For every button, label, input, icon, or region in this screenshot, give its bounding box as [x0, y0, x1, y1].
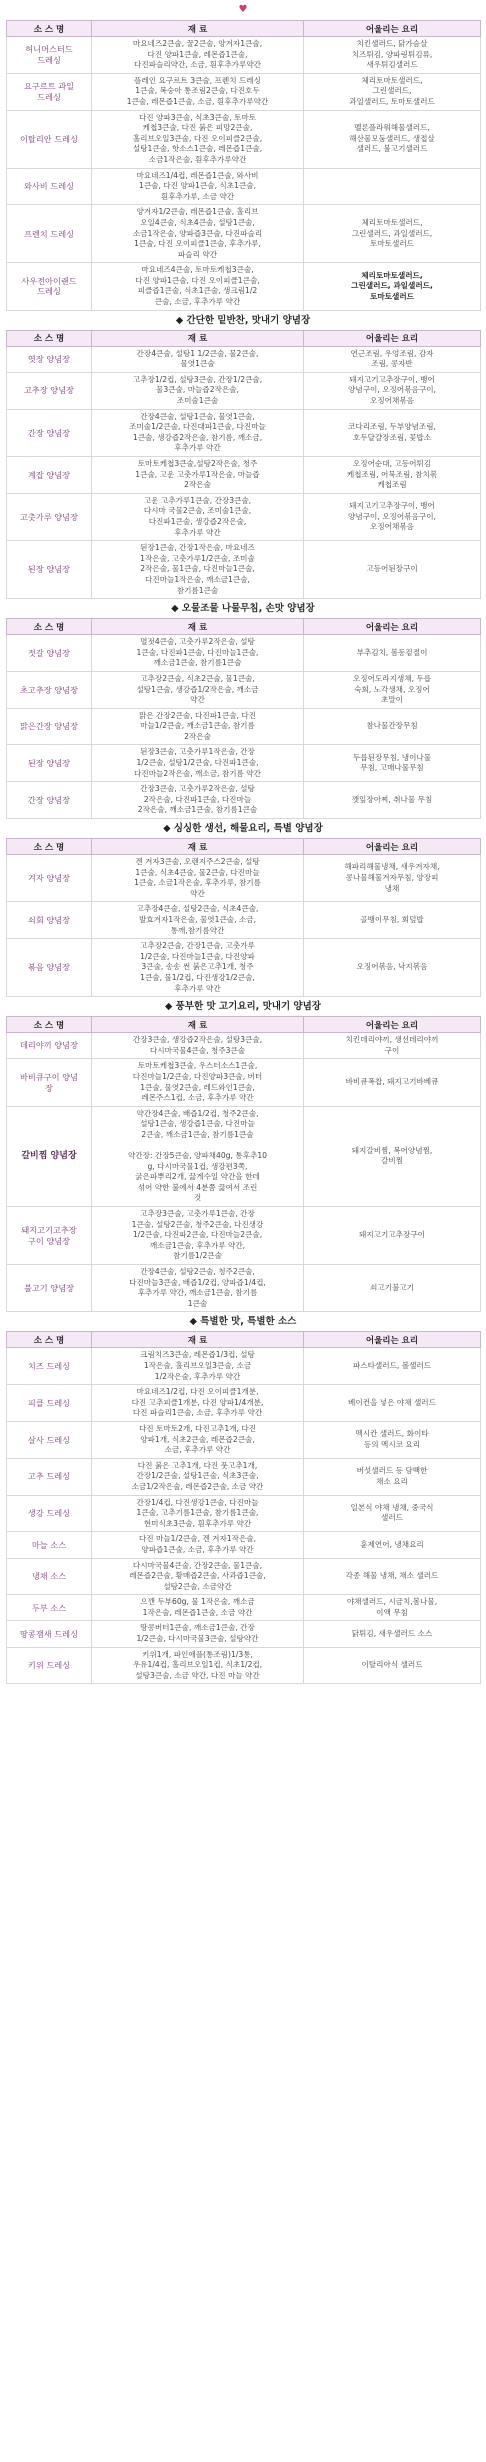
table-row — [7, 1059, 481, 1106]
header-dishes: 어울리는 요리 — [304, 619, 481, 635]
table-row — [7, 263, 481, 310]
ingredients-cell: 양겨자1/2큰술, 레몬즙1큰술, 홀리브 오일4큰술, 식초4큰술, 설탕1큰술, 소금1작은술, 양파즙3큰술, 다진파슬리 1큰술, 다진 오이피클1큰술, 후추가루, 파슬리 약간 — [92, 205, 304, 263]
ingredients-cell: 다진 토마토2개, 다진고추1개, 다진 양파1개, 식초2큰술, 레몬즙2큰술, 소금, 후추가루 약간 — [92, 1421, 304, 1458]
sauce-name: 살사 드레싱 — [7, 1421, 92, 1458]
header-ingredients: 재 료 — [92, 330, 304, 346]
table-header-row — [7, 21, 481, 37]
ingredients-cell: 마요네즈2큰술, 꿀2큰술, 양겨자1큰술, 다진 양파1큰술, 레몬즙1큰술, 다진파슬리약간, 소금, 흰후추가루약간 — [92, 37, 304, 74]
table-header-row — [7, 1332, 481, 1348]
sauce-name: 간장 양념장 — [7, 409, 92, 456]
header-ingredients: 재 료 — [92, 619, 304, 635]
table-row — [7, 346, 481, 372]
dishes-cell: 이탈리아식 샐러드 — [304, 1647, 481, 1684]
table-row — [7, 372, 481, 409]
sauce-name: 젓갈 양념장 — [7, 635, 92, 672]
table-header-row — [7, 330, 481, 346]
table-row — [7, 168, 481, 205]
sauce-name: 바비큐구이 양념 장 — [7, 1059, 92, 1106]
dishes-cell: 야채샐러드, 시금치,봄나물, 이액 무침 — [304, 1595, 481, 1621]
header-sauce-name: 소 스 명 — [7, 330, 92, 346]
sauce-name: 요구르트 과일 드레싱 — [7, 73, 92, 110]
ingredients-cell: 간장4큰술, 설탕2큰술, 청주2큰술, 다진마늘3큰술, 배즙1/2컵, 양파즙1/4컵, 후추가루 약간, 깨소금1큰술, 참기름 1큰술 — [92, 1265, 304, 1312]
ingredients-cell: 크림치즈3큰술, 레몬즙1/3컵, 설탕 1작은술, 홀리브오일3큰술, 소금 1/2작은술, 후추가루 약간 — [92, 1348, 304, 1385]
dishes-cell: 돼지고기고추장구이 — [304, 1207, 481, 1265]
dishes-cell: 골뱅이무침, 회덮밥 — [304, 902, 481, 939]
sauce-name: 피클 드레싱 — [7, 1385, 92, 1422]
ingredients-cell: 마요네즈4큰술, 토마토케첩3큰술, 다진 양파1큰술, 다진 오이피클1큰술, 피클즙1큰술, 식초1큰술, 생크림1/2 큰술, 소금, 후추가루 약간 — [92, 263, 304, 310]
dishes-cell: 두릅된장무침, 냉이나물 무침, 고매나물무침 — [304, 745, 481, 782]
sauce-table — [6, 330, 481, 599]
sauce-name: 마늘 소스 — [7, 1532, 92, 1558]
sauce-name: 간장 양념장 — [7, 782, 92, 819]
sauce-name: 이탈리안 드레싱 — [7, 110, 92, 168]
sauce-name: 엿장 양념장 — [7, 346, 92, 372]
sauce-name: 갈비찜 양념장 — [7, 1106, 92, 1206]
table-row — [7, 110, 481, 168]
ingredients-cell: 고운 고추가루1큰술, 간장3큰술, 다시마 국물2큰술, 조미술1큰술, 다진파1큰술, 생강즙2작은술, 후추가루 약간 — [92, 493, 304, 540]
ingredients-cell: 된장3큰술, 고춧가루1작은술, 간장 1/2큰술, 설탕1/2큰술, 다진파1큰술, 다진마늘2작은술, 깨소금, 참기름 약간 — [92, 745, 304, 782]
table-row — [7, 671, 481, 708]
dishes-cell: 체리토마토샐러드, 그린샐러드, 과일샐러드, 토마토샐러드 — [304, 205, 481, 263]
section-title: ◆ 간단한 밑반찬, 맛내기 양념장 — [175, 314, 311, 326]
ingredients-cell: 간장4큰술, 설탕1 1/2큰술, 물2큰술, 물엿1큰술 — [92, 346, 304, 372]
table-row — [7, 1033, 481, 1059]
table-row — [7, 902, 481, 939]
dishes-cell: 치킨샐러드, 닭가슴살 치즈튀김, 양파링튀김류, 새우튀김샐러드 — [304, 37, 481, 74]
header-sauce-name: 소 스 명 — [7, 839, 92, 855]
dishes-cell: 치킨데리야끼, 생선데리야끼 구이 — [304, 1033, 481, 1059]
sauce-name: 데리야끼 양념장 — [7, 1033, 92, 1059]
dishes-cell — [304, 168, 481, 205]
dishes-cell: 해파리해물냉채, 새우겨자채, 콩나물해물겨자무침, 양장피 냉채 — [304, 855, 481, 902]
table-header-row — [7, 619, 481, 635]
header-dishes: 어울리는 요리 — [304, 330, 481, 346]
ingredients-cell: 다진 붉은 고추1개, 다진 풋고추1개, 간장1/2큰술, 설탕1큰술, 식초3큰술, 소금1/2작은술, 레몬즙2큰술, 소금 약간 — [92, 1458, 304, 1495]
header-ingredients: 재 료 — [92, 1332, 304, 1348]
sauce-name: 두부 소스 — [7, 1595, 92, 1621]
sauce-name: 냉채 소스 — [7, 1558, 92, 1595]
sauce-name: 고추 드레싱 — [7, 1458, 92, 1495]
dishes-cell: 쇠고기불고기 — [304, 1265, 481, 1312]
table-row — [7, 1495, 481, 1532]
header-ingredients: 재 료 — [92, 839, 304, 855]
dishes-cell: 연근조림, 우엉조림, 감자 조림, 콩자반 — [304, 346, 481, 372]
table-row — [7, 855, 481, 902]
ingredients-cell: 다진 마늘1/2큰술, 겐 겨자1작은술, 양파즙1큰술, 소금, 후추가루 약간 — [92, 1532, 304, 1558]
header-dishes: 어울리는 요리 — [304, 839, 481, 855]
sauce-name: 와사비 드레싱 — [7, 168, 92, 205]
sauce-sections — [6, 20, 480, 1684]
dishes-cell: 바비큐폭찹, 돼지고기바베큐 — [304, 1059, 481, 1106]
ingredients-cell: 맑은 간장2큰술, 다진파1큰술, 다진 마늘1/2큰술, 깨소금1큰술, 참기름 2작은술 — [92, 708, 304, 745]
dishes-cell: 각종 해물 냉채, 채소 샐러드 — [304, 1558, 481, 1595]
table-row — [7, 939, 481, 997]
header-ingredients: 재 료 — [92, 1017, 304, 1033]
ingredients-cell: 으깬 두부60g, 물 1작은술, 깨소금 1작은술, 레몬즙1큰술, 소금 약간 — [92, 1595, 304, 1621]
sauce-table — [6, 618, 481, 819]
table-row — [7, 1106, 481, 1206]
table-row — [7, 1647, 481, 1684]
ingredients-cell: 약간장4큰술, 배즙1/2컵, 청주2큰술, 설탕1큰술, 생강즙1큰술, 다진마늘 2큰술, 깨소금1큰술, 참기름1큰술 약간장: 간장5큰술, 양파채40g, 통후추10 g, 다시마국물1컵, 생강편3쪽, 굵은파뿌리2개, 끓게수일 약간을 한데 섞어 약한 불에서 4분쯤 끓여서 조린 것 — [92, 1106, 304, 1206]
ingredients-cell: 다시마국물4큰술, 간장2큰술, 물1큰술, 레몬즙2큰술, 황매즙2큰술, 사과즙1큰술, 설탕2큰술, 소금약간 — [92, 1558, 304, 1595]
header-sauce-name: 소 스 명 — [7, 619, 92, 635]
table-row — [7, 1385, 481, 1422]
ingredients-cell: 고추장3큰술, 고춧가루1큰술, 간장 1큰술, 설탕2큰술, 청주2큰술, 다진생강 1/2큰술, 다진파2큰술, 다진마늘2큰술, 깨소금1큰술, 후추가루 약간, 참기름1/2큰술 — [92, 1207, 304, 1265]
sauce-name: 겨자 양념장 — [7, 855, 92, 902]
ingredients-cell: 다진 양파3큰술, 식초3큰술, 토마토 케첩3큰술, 다진 붉은 피망2큰술, 홀리브오일3큰술, 다진 오이피클2큰술, 설탕1큰술, 핫소스1큰술, 레몬즙1큰술, 소금1작은술, 흰후추가루약간 — [92, 110, 304, 168]
dishes-cell: 버섯샐러드 등 담백한 채소 요리 — [304, 1458, 481, 1495]
sauce-name: 고춧가루 양념장 — [7, 493, 92, 540]
table-row — [7, 1348, 481, 1385]
table-header-row — [7, 1017, 481, 1033]
sauce-name: 땅콩잼새 드레싱 — [7, 1621, 92, 1647]
dishes-cell: 닭튀김, 새우샐러드 소스 — [304, 1621, 481, 1647]
sauce-name: 초고추장 양념장 — [7, 671, 92, 708]
section-title: ◆ 특별한 맛, 특별한 소스 — [189, 1316, 297, 1328]
dishes-cell: 체리토마토샐러드, 그린샐러드, 과일샐러드, 토마토샐러드 — [304, 73, 481, 110]
ingredients-cell: 마요네즈1/4컵, 레몬즙1큰술, 와사비 1큰술, 다진 양파1큰술, 식초1큰술, 흰후추가루, 소금 약간 — [92, 168, 304, 205]
ingredients-cell: 플레인 요구르트 3큰술, 프렌치 드레싱 1큰술, 복숭아 통조림2큰술, 다진호두 1큰술, 레몬즙1큰술, 소금, 흰후추가루약간 — [92, 73, 304, 110]
table-row — [7, 708, 481, 745]
sauce-name: 볶음 양념장 — [7, 939, 92, 997]
dishes-cell: 오징어순대, 고등어튀김 케첩조림, 어묵조림, 참치볶 케첩조림 — [304, 457, 481, 494]
dishes-cell: 멕시칸 샐러드, 화이타 등의 멕시코 요리 — [304, 1421, 481, 1458]
ingredients-cell: 고추장2큰술, 간장1큰술, 고춧가루 1/2큰술, 다진마늘1큰술, 다진양파 3큰술, 송송 썬 붉은고추1개, 청주 1큰술, 물1/2컵, 다진생강1/2큰술, 후추가루 약간 — [92, 939, 304, 997]
table-row — [7, 409, 481, 456]
table-row — [7, 1532, 481, 1558]
sauce-name: 프렌치 드레싱 — [7, 205, 92, 263]
sauce-name: 된장 양념장 — [7, 541, 92, 599]
sauce-table — [6, 838, 481, 997]
sauce-name: 불고기 양념장 — [7, 1265, 92, 1312]
dishes-cell: 코다리조림, 두부양념조림, 호두달걀장조림, 꽃밥소 — [304, 409, 481, 456]
sauce-name: 키위 드레싱 — [7, 1647, 92, 1684]
table-row — [7, 541, 481, 599]
table-row — [7, 1621, 481, 1647]
header-dishes: 어울리는 요리 — [304, 21, 481, 37]
table-row — [7, 745, 481, 782]
table-row — [7, 205, 481, 263]
dishes-cell: 베이컨을 넣은 야채 샐러드 — [304, 1385, 481, 1422]
header-sauce-name: 소 스 명 — [7, 1017, 92, 1033]
sauce-name: 계잡 양념장 — [7, 457, 92, 494]
sauce-name: 생강 드레싱 — [7, 1495, 92, 1532]
sauce-table — [6, 1016, 481, 1312]
sauce-table — [6, 1331, 481, 1684]
dishes-cell: 참나물간장무침 — [304, 708, 481, 745]
section-title: ◆ 오물조물 나물무침, 손맛 양념장 — [171, 603, 315, 615]
header-dishes: 어울리는 요리 — [304, 1017, 481, 1033]
table-row — [7, 782, 481, 819]
dishes-cell: 훈제연어, 냉채요리 — [304, 1532, 481, 1558]
ingredients-cell: 고추장2큰술, 식초2큰술, 물1큰술, 설탕1큰술, 생강즙1/2작은술, 깨소금 약간 — [92, 671, 304, 708]
dishes-cell: 부추김치, 봄동겉절이 — [304, 635, 481, 672]
ingredients-cell: 고추장4큰술, 설탕2큰술, 식초4큰술, 발효겨자1작은술, 물엿1큰술, 소금, 통깨,참기름약간 — [92, 902, 304, 939]
sauce-name: 사우전아이랜드 드레싱 — [7, 263, 92, 310]
sauce-name: 맑은간장 양념장 — [7, 708, 92, 745]
table-row — [7, 1207, 481, 1265]
ingredients-cell: 토마토케첩3큰술,설탕2작은술, 청주 1큰술, 고운 고춧가루1작은술, 마늘즙 2작은술 — [92, 457, 304, 494]
section-title: ◆ 풍부한 맛 고기요리, 맛내기 양념장 — [165, 1001, 321, 1013]
table-row — [7, 1458, 481, 1495]
dishes-cell: 오징어볶음, 낙지볶음 — [304, 939, 481, 997]
table-row — [7, 1595, 481, 1621]
sauce-table — [6, 20, 481, 311]
sauce-name: 된장 양념장 — [7, 745, 92, 782]
dishes-cell: 오징어도라지생채, 두릅 숙회, 노각생채, 오징어 초말이 — [304, 671, 481, 708]
dishes-cell: 고등어된장구이 — [304, 541, 481, 599]
dishes-cell: 돼지갈비찜, 복어양념찜, 갈비찜 — [304, 1106, 481, 1206]
ingredients-cell: 된장1큰술, 간장1작은술, 마요네즈 1작은술, 고춧가루1/2큰술, 조미술 2작은술, 물1큰술, 다진마늘1큰술, 다진마늘1작은술, 깨소금1큰술, 참기름1큰술 — [92, 541, 304, 599]
table-header-row — [7, 839, 481, 855]
dishes-cell: 깻잎장아찌, 취나물 무침 — [304, 782, 481, 819]
sauce-name: 허니머스터드 드레싱 — [7, 37, 92, 74]
sauce-name: 쇠회 양념장 — [7, 902, 92, 939]
ingredients-cell: 멸젓4큰술, 고춧가루2작은술, 설탕 1큰술, 다진파1큰술, 다진마늘1큰술, 깨소금1큰술, 참기름1큰술 — [92, 635, 304, 672]
dishes-cell: 돼지고기고추장구이, 뱅어 양념구이, 오징어볶음구이, 오징어채볶음 — [304, 493, 481, 540]
sauce-name: 고추장 양념장 — [7, 372, 92, 409]
ingredients-cell: 간장4큰술, 설탕1큰술, 물엿1큰술, 조미술1/2큰술, 다진대파1큰술, 다진마늘 1큰술, 생강즙2작은술, 참기름, 깨소금, 후추가루 약간 — [92, 409, 304, 456]
table-row — [7, 1265, 481, 1312]
ingredients-cell: 고추장1/2컵, 설탕3큰술, 간장1/2큰술, 물3큰술, 마늘즙2작은술, 조미술1큰술 — [92, 372, 304, 409]
header-sauce-name: 소 스 명 — [7, 21, 92, 37]
dishes-cell: 멜론플라워해물샐러드, 해산물모둠샐러드, 생접살 샐러드, 불고기샐러드 — [304, 110, 481, 168]
table-row — [7, 493, 481, 540]
header-sauce-name: 소 스 명 — [7, 1332, 92, 1348]
table-row — [7, 1558, 481, 1595]
dishes-cell: 돼지고기고추장구이, 뱅어 양념구이, 오징어볶음구이, 오징어채볶음 — [304, 372, 481, 409]
ingredients-cell: 땅콩버터1큰술, 깨소금1큰술, 간장 1/2큰술, 다시마국물3큰술, 설탕약간 — [92, 1621, 304, 1647]
table-row — [7, 635, 481, 672]
ingredients-cell: 겐 겨자3큰술, 오렌지주스2큰술, 설탕 1큰술, 식초4큰술, 물2큰술, 다진마늘 1큰술, 소금1작은술, 후추가루, 참기름 약간 — [92, 855, 304, 902]
heart-icon: ♥ — [238, 4, 248, 15]
header-dishes: 어울리는 요리 — [304, 1332, 481, 1348]
dishes-cell: 체리토마토샐러드, 그린샐러드, 과일샐러드, 토마토샐러드 — [304, 263, 481, 310]
section-title: ◆ 싱싱한 생선, 해물요리, 특별 양념장 — [163, 823, 323, 835]
table-row — [7, 73, 481, 110]
ingredients-cell: 토마토케첩3큰술, 우스터소스1큰술, 다진마늘1/2큰술, 다진양파3큰술, 버터 1큰술, 물엿2큰술, 레드와인1큰술, 레몬주스1컵, 소금, 후추가루 약간 — [92, 1059, 304, 1106]
ingredients-cell: 간장1/4컵, 다진생강1큰술, 다진마늘 1큰술, 고추기름1큰술, 참기름1큰술, 현미식초3큰술, 흰후추가루 약간 — [92, 1495, 304, 1532]
table-row — [7, 37, 481, 74]
sauce-name: 치즈 드레싱 — [7, 1348, 92, 1385]
header-ingredients: 재 료 — [92, 21, 304, 37]
dishes-cell: 일본식 야채 냉채, 중국식 샐러드 — [304, 1495, 481, 1532]
table-row — [7, 457, 481, 494]
ingredients-cell: 마요네즈1/2컵, 다진 오이피클1개분, 다진 고추피클1개분, 다진 양파1/4개분, 다진 파슬리1큰술, 소금, 후추가루 약간 — [92, 1385, 304, 1422]
table-row — [7, 1421, 481, 1458]
ingredients-cell: 간장3큰술, 고춧가루2작은술, 설탕 2작은술, 다진파1큰술, 다진마늘 2작은술, 깨소금1큰술, 참기름1큰술 — [92, 782, 304, 819]
dishes-cell: 파스타샐러드, 볼샐러드 — [304, 1348, 481, 1385]
sauce-name: 돼지고기고추장 구이 양념장 — [7, 1207, 92, 1265]
ingredients-cell: 간장3큰술, 생강즙2작은술, 설탕3큰술, 다시마국물4큰술, 청주3큰술 — [92, 1033, 304, 1059]
ingredients-cell: 키위1개, 파인애플(통조림)1/3통, 우유1/4컵, 홀리브오일1컵, 식초1/2컵, 설탕3큰술, 소금 약간, 다진 마늘 약간 — [92, 1647, 304, 1684]
